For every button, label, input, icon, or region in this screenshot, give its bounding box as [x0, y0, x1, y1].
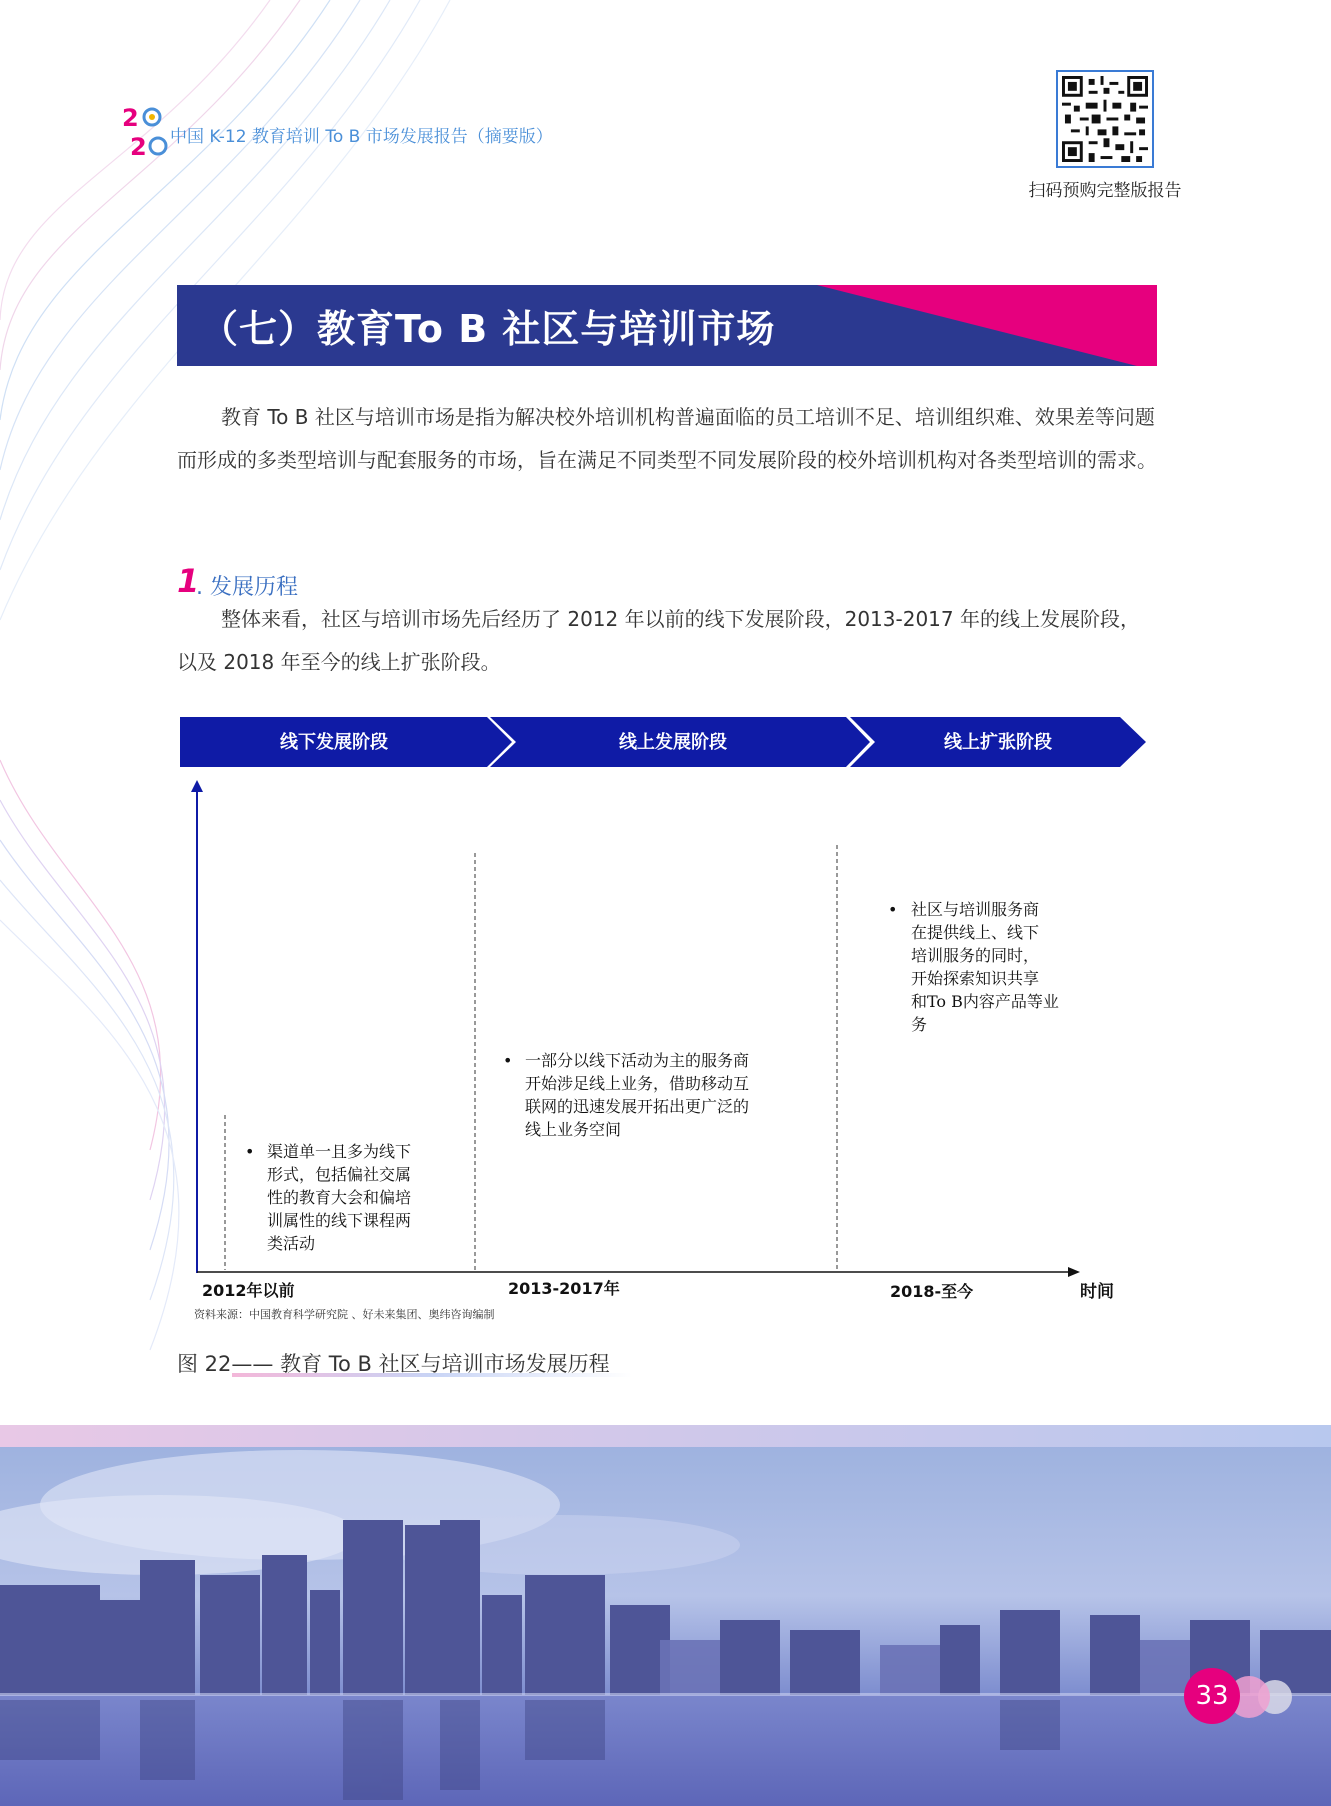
svg-text:2: 2 [130, 133, 147, 160]
note-1-line-3: 性的教育大会和偏培 [267, 1188, 412, 1207]
note-3-line-6: 务 [911, 1015, 928, 1034]
page-number: 33 [1184, 1668, 1240, 1724]
note-3-line-5: 和To B内容产品等业 [911, 992, 1059, 1011]
qr-code[interactable] [1056, 70, 1154, 168]
intro-paragraph [177, 396, 1157, 482]
stage-label-2: 线上发展阶段 [619, 732, 727, 753]
note-3-line-3: 培训服务的同时， [911, 946, 1040, 965]
note-3-line-1: 社区与培训服务商 [911, 900, 1040, 919]
subsection-number: 1 [177, 562, 200, 600]
qr-code-pattern [1062, 76, 1148, 162]
section-title: （七）教育To B 社区与培训市场 [200, 307, 776, 351]
subsection-title: . 发展历程 [196, 575, 298, 600]
stage-label-3: 线上扩张阶段 [944, 732, 1052, 753]
note-1-line-1: 渠道单一且多为线下 [267, 1142, 412, 1161]
note-2-line-3: 联网的迅速发展开拓出更广泛的 [525, 1097, 750, 1116]
logo-2020 [120, 100, 168, 160]
timeline-chart [170, 705, 1155, 1345]
note-3-bullet: • [888, 900, 898, 919]
note-1-bullet: • [245, 1142, 255, 1161]
note-2-bullet: • [503, 1051, 513, 1070]
note-3-line-2: 在提供线上、线下 [911, 923, 1040, 942]
report-title: 中国 K-12 教育培训 To B 市场发展报告（摘要版） [170, 127, 553, 147]
note-2-line-4: 线上业务空间 [525, 1120, 622, 1139]
subsection-text: 整体来看，社区与培训市场先后经历了 2012 年以前的线下发展阶段，2013-2017 年的线上发展阶段，以及 2018 年至今的线上扩张阶段。 [177, 607, 1140, 674]
svg-text:2: 2 [122, 104, 139, 132]
x-label-3: 2018-至今 [890, 1282, 974, 1301]
source-note: 资料来源：中国教育科学研究院 、好未来集团、奥纬咨询编制 [194, 1308, 495, 1321]
note-1-line-2: 形式，包括偏社交属 [267, 1165, 412, 1184]
note-3-line-4: 开始探索知识共享 [911, 969, 1040, 988]
stage-label-1: 线下发展阶段 [280, 732, 388, 753]
note-2-line-2: 开始涉足线上业务，借助移动互 [525, 1074, 750, 1093]
note-2-line-1: 一部分以线下活动为主的服务商 [525, 1051, 750, 1070]
note-1-line-5: 类活动 [267, 1234, 316, 1253]
x-label-2: 2013-2017年 [508, 1279, 620, 1298]
note-1-line-4: 训属性的线下课程两 [267, 1211, 412, 1230]
qr-caption: 扫码预购完整版报告 [1028, 181, 1182, 201]
x-label-1: 2012年以前 [202, 1281, 295, 1300]
y-axis-arrowhead [191, 780, 203, 792]
x-axis-title: 时间 [1080, 1282, 1114, 1302]
city-skyline-photo [0, 1425, 1331, 1806]
x-axis-arrowhead [1068, 1267, 1080, 1277]
subsection-paragraph [177, 598, 1157, 684]
intro-text: 教育 To B 社区与培训市场是指为解决校外培训机构普遍面临的员工培训不足、培训组织难、效果差等问题而形成的多类型培训与配套服务的市场，旨在满足不同类型不同发展阶段的校外培训机构对各类型培训的需求。 [177, 405, 1157, 472]
figure-caption: 图 22—— 教育 To B 社区与培训市场发展历程 [177, 1352, 610, 1376]
